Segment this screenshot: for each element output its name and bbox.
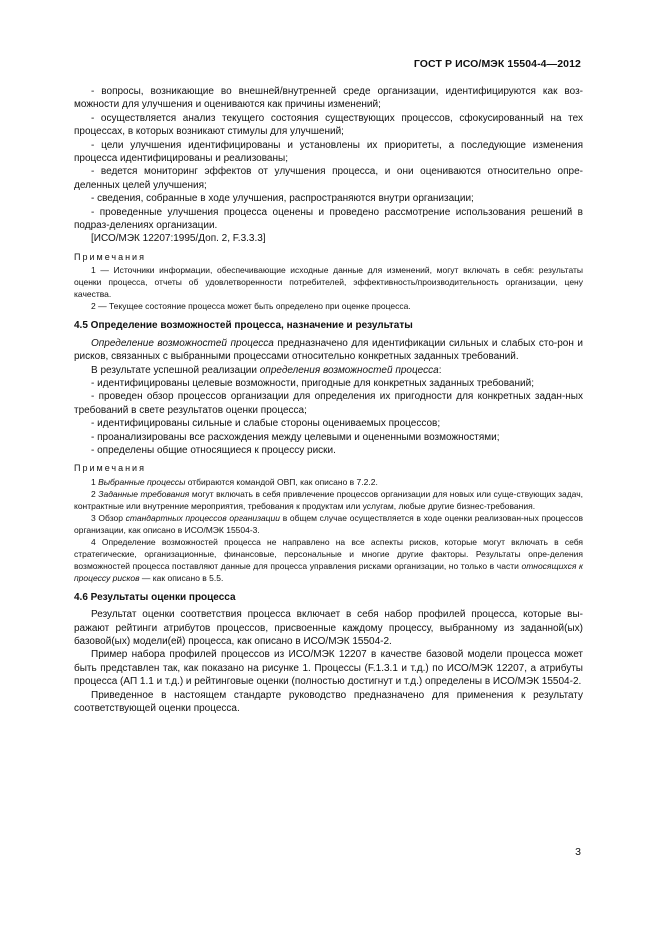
note: 2 — Текущее состояние процесса может быть определено при оценке процесса. bbox=[91, 301, 411, 312]
notes-title: Примечания bbox=[74, 463, 146, 474]
list-item: - определены общие относящиеся к процессу риски. bbox=[91, 444, 336, 456]
list-item: - вопросы, возникающие во внешней/внутренней среде организации, идентифицируются как воз-можности для улучшения и оцениваются как причины изменений; bbox=[74, 86, 583, 111]
note: 2 Заданные требования могут включать в себя привлечение процессов организации для новых или суще-ствующих задач, контрактные или внутренние мероприятия, требования к продуктам или услугам, любые другие бизнес-требования. bbox=[74, 488, 583, 511]
list-item: - проанализированы все расхождения между целевыми и оцененными возможностями; bbox=[91, 431, 500, 443]
document-header: ГОСТ Р ИСО/МЭК 15504-4—2012 bbox=[413, 58, 581, 70]
list-item: - осуществляется анализ текущего состояния существующих процессов, сфокусированный на тех процессах, в которых возникают стимулы для улучшений; bbox=[74, 112, 583, 138]
paragraph: Приведенное в настоящем стандарте руководство предназначено для применения к результату соответствующей оценки процесса. bbox=[74, 689, 583, 714]
reference: [ИСО/МЭК 12207:1995/Доп. 2, F.3.3.3] bbox=[91, 233, 266, 245]
note: 3 Обзор стандартных процессов организации в общем случае осуществляется в ходе оценки реализован-ных процессов организации, как описано в ИСО/МЭК 15504-3. bbox=[74, 512, 583, 535]
section-heading: 4.5 Определение возможностей процесса, назначение и результаты bbox=[74, 320, 413, 332]
note: 1 — Источники информации, обеспечивающие исходные данные для изменений, могут включать в себя: результаты оценки процесса, отчеты об удовлетворенности потребителей, эффективность/производительность организации, цену качества. bbox=[74, 265, 583, 300]
paragraph: В результате успешной реализации определения возможностей процесса: bbox=[91, 364, 442, 376]
list-item: - сведения, собранные в ходе улучшения, распространяются внутри организации; bbox=[91, 193, 474, 205]
page-number: 3 bbox=[575, 846, 581, 858]
paragraph: Результат оценки соответствия процесса включает в себя набор профилей процесса, которые вы-ражают рейтинги атрибутов процессов, присвоенные каждому процессу, выбранному из заданной(ых) базовой(ых) модели(ей) процесса, как описано в ИСО/МЭК 15504-2. bbox=[74, 609, 583, 647]
page-body bbox=[74, 85, 583, 715]
paragraph: Пример набора профилей процессов из ИСО/МЭК 12207 в качестве базовой модели процесса может быть представлен так, как показано на рисунке 1. Процессы (F.1.3.1 и т.д.) по ИСО/МЭК 12207, а атрибуты процесса (АП 1.1 и т.д.) и рейтинговые оценки (полностью достигнут и т.д.) определены в ИСО/МЭК 15504-2. bbox=[74, 649, 583, 688]
note: 1 Выбранные процессы отбираются командой ОВП, как описано в 7.2.2. bbox=[91, 476, 378, 487]
list-item: - идентифицированы сильные и слабые стороны оцениваемых процессов; bbox=[91, 418, 441, 430]
paragraph: Определение возможностей процесса предназначено для идентификации сильных и слабых сто-рон и рисков, связанных с выбранными процессами относительно конкретных заданных требований. bbox=[74, 337, 583, 363]
notes-title: Примечания bbox=[74, 251, 146, 262]
section-heading: 4.6 Результаты оценки процесса bbox=[74, 591, 236, 603]
list-item: - идентифицированы целевые возможности, пригодные для конкретных заданных требований; bbox=[91, 377, 534, 389]
list-item: - ведется мониторинг эффектов от улучшения процесса, и они оцениваются относительно опре-деленных целей улучшения; bbox=[74, 166, 583, 191]
list-item: - проведенные улучшения процесса оценены и проведено рассмотрение использования решений в подраз-делениях организации. bbox=[74, 206, 583, 232]
list-item: - цели улучшения идентифицированы и установлены их приоритеты, а последующие изменения процесса идентифицированы и реализованы; bbox=[74, 139, 583, 165]
note: 4 Определение возможностей процесса не направлено на все аспекты рисков, которые могут включать в себя стратегические, организационные, финансовые, персональные и многие другие факторы. Результаты опре-деления возможностей процесса поставляют данные для процесса управления рисками организации, но только в части относящихся к процессу рисков — как описано в 5.5. bbox=[74, 536, 583, 583]
list-item: - проведен обзор процессов организации для определения их пригодности для конкретных задан-ных требований в свете результатов оценки процесса; bbox=[74, 391, 583, 416]
